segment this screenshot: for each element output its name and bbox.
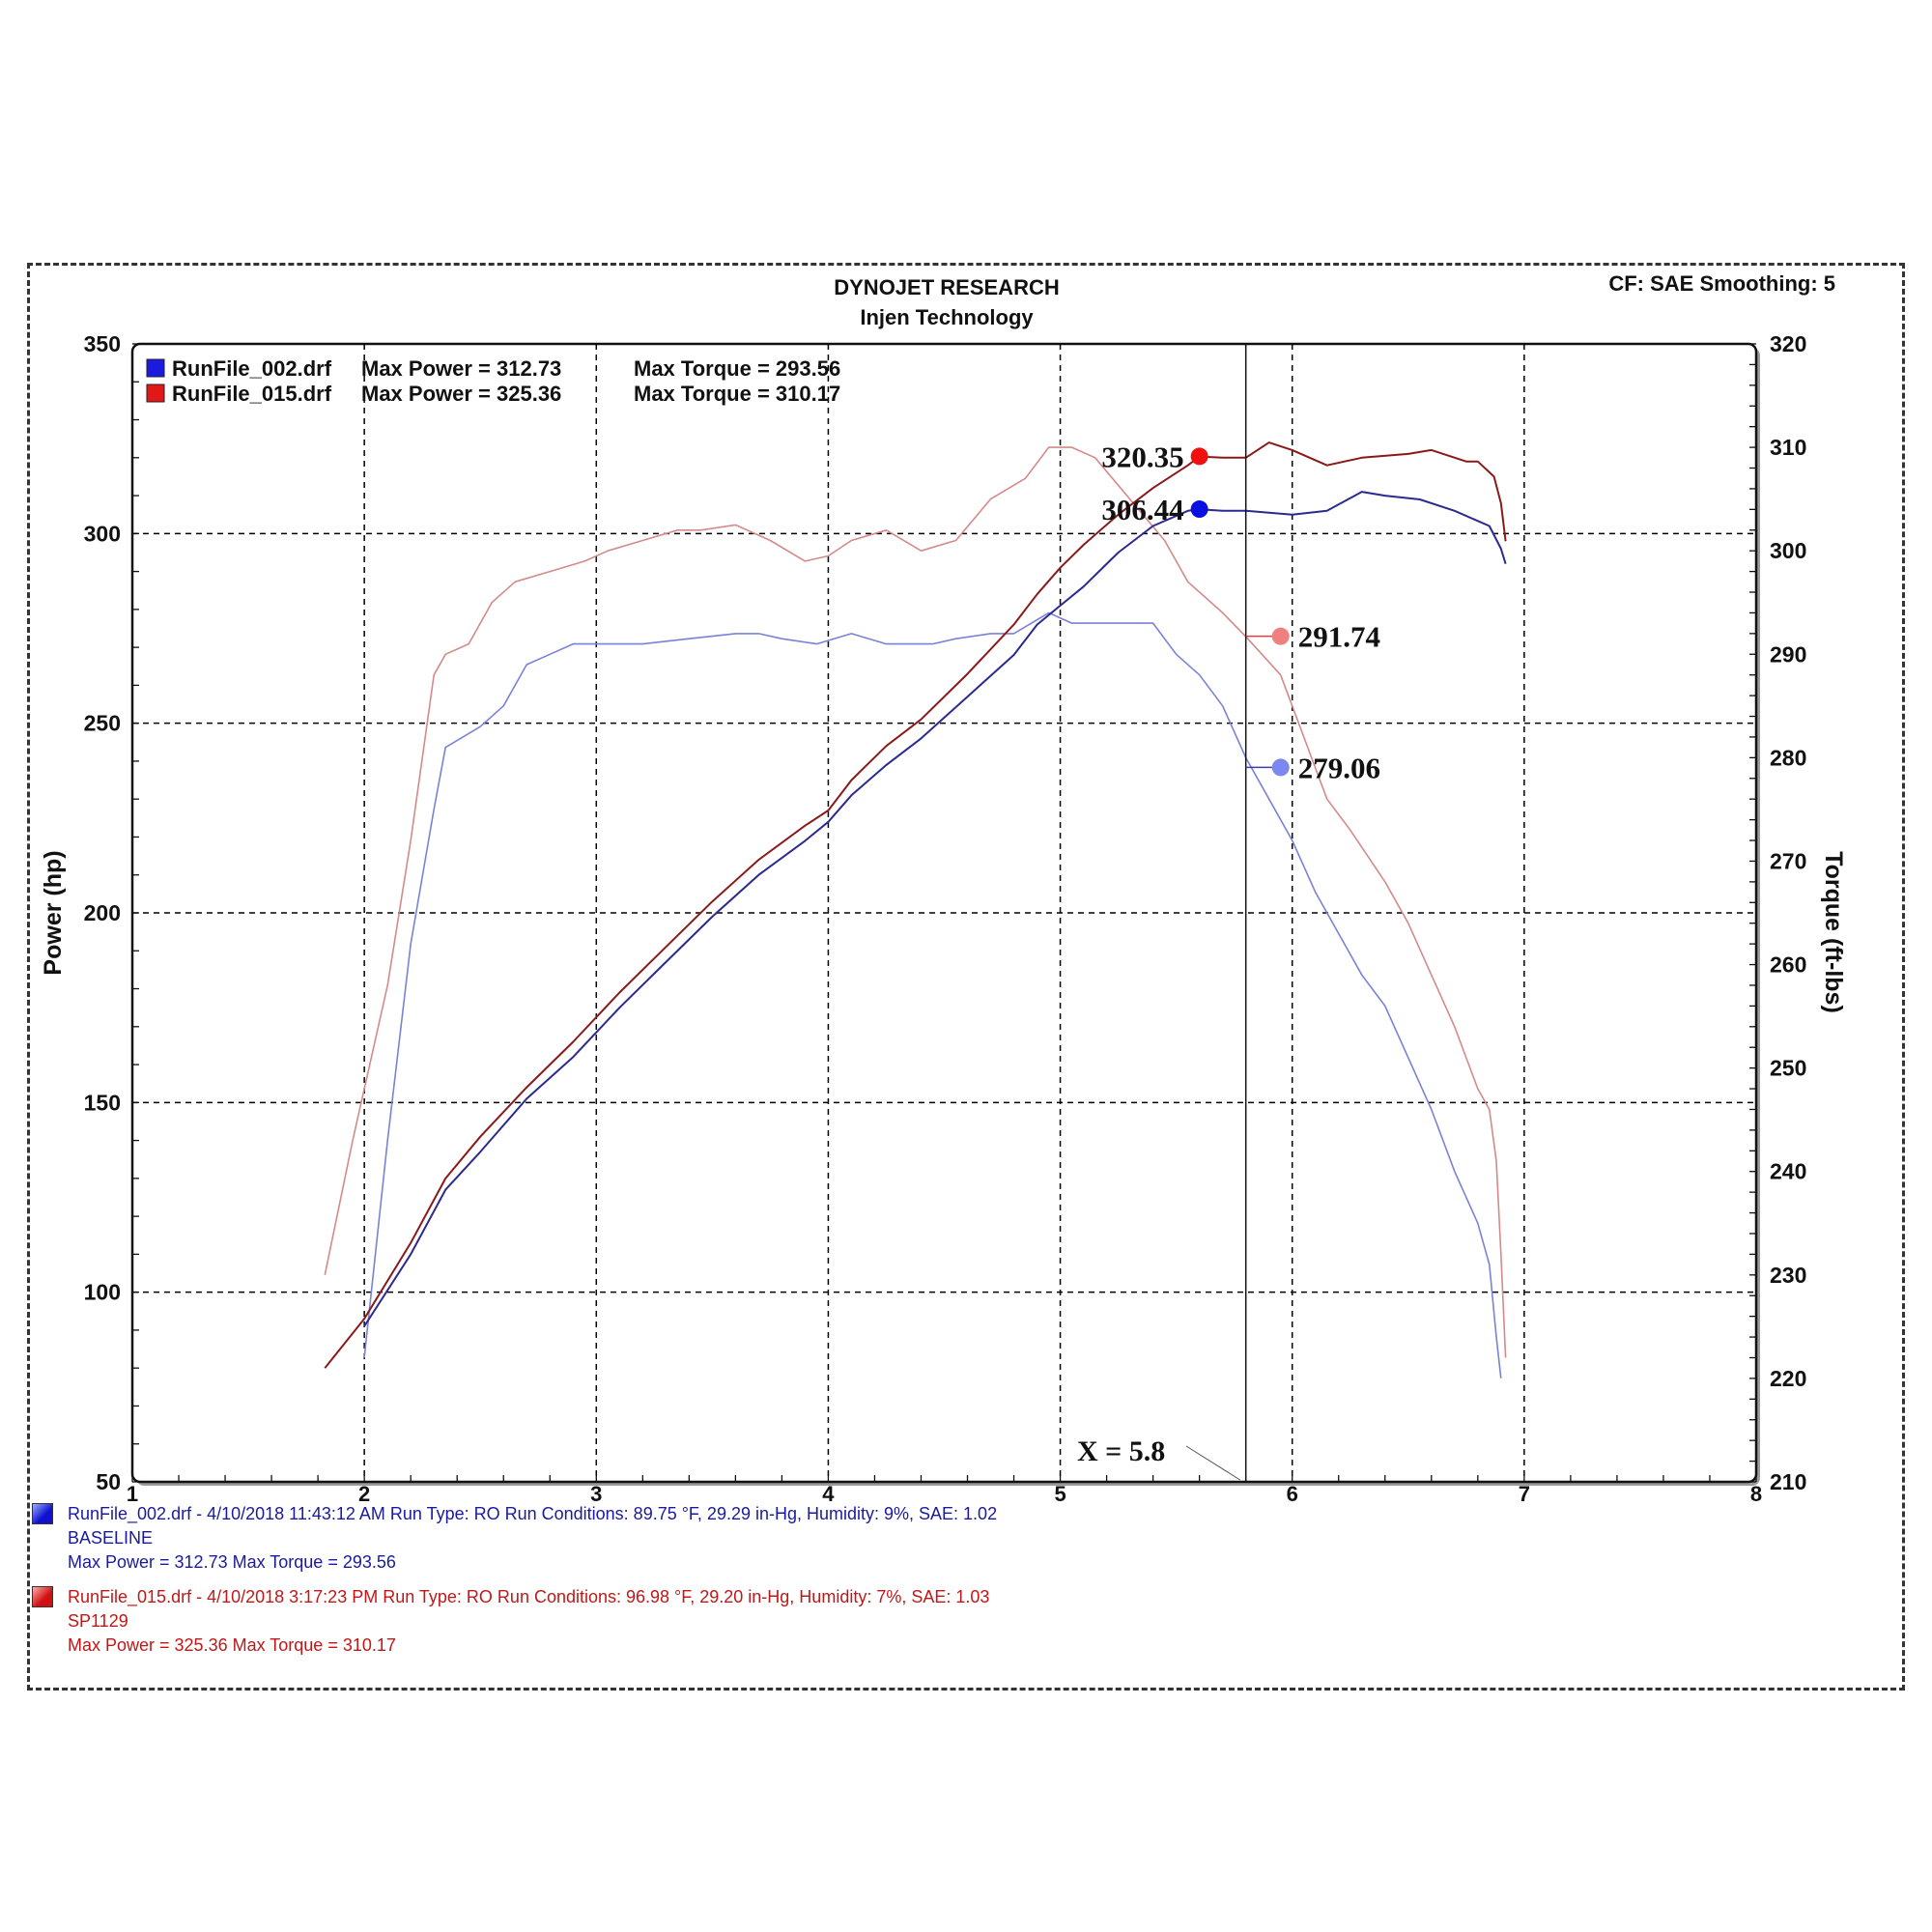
legend-max-power: Max Power = 312.73 [361,356,562,381]
modified-torque-marker-label: 291.74 [1297,619,1380,654]
modified-power-marker-label: 320.35 [1101,440,1184,474]
right-axis-tick-label: 310 [1770,435,1807,461]
baseline-run-swatch [32,1503,53,1524]
x-axis-strip [130,1495,1758,1497]
left-axis-tick-label: 100 [83,1279,121,1305]
legend-max-torque: Max Torque = 293.56 [634,356,841,381]
x-axis-tick-label: 8 [1749,1482,1763,1506]
x-axis-tick-label: 1 [126,1482,139,1506]
right-axis-tick-label: 280 [1770,745,1807,771]
x-axis-tick-label: 4 [822,1482,835,1506]
baseline-torque-marker-label: 279.06 [1297,751,1380,785]
baseline-run-info [68,1502,997,1575]
right-axis-title: Torque (ft-lbs) [1820,851,1847,1013]
modified-run-line3: Max Power = 325.36 Max Torque = 310.17 [68,1635,396,1655]
right-axis-tick-label: 300 [1770,538,1807,564]
chart-subtitle: Injen Technology [860,305,1034,329]
right-axis-tick-label: 210 [1770,1469,1807,1494]
right-axis-tick-label: 220 [1770,1365,1807,1391]
right-axis-tick-label: 320 [1770,331,1807,356]
legend-max-power: Max Power = 325.36 [361,382,562,406]
modified-run-swatch [32,1586,53,1607]
baseline-run-line3: Max Power = 312.73 Max Torque = 293.56 [68,1552,396,1572]
correction-factor-label: CF: SAE Smoothing: 5 [1608,271,1835,296]
baseline-power-marker-label: 306.44 [1101,493,1184,527]
left-axis-tick-label: 300 [83,521,121,547]
x-axis-tick-label: 5 [1054,1482,1066,1506]
cursor-label: X = 5.8 [1077,1435,1166,1467]
x-axis-tick-label: 3 [590,1482,603,1506]
baseline-run-line2: BASELINE [68,1528,154,1548]
left-axis-tick-label: 50 [96,1469,121,1494]
right-axis-tick-label: 230 [1770,1262,1807,1288]
legend-file: RunFile_002.drf [172,356,332,381]
legend-swatch [147,384,164,402]
modified-power-marker [1191,447,1208,465]
left-axis-tick-label: 200 [83,900,121,925]
right-axis-tick-label: 240 [1770,1158,1807,1184]
x-axis-tick-label: 2 [358,1482,371,1506]
baseline-torque-marker [1272,758,1290,776]
baseline-run-line1: RunFile_002.drf - 4/10/2018 11:43:12 AM Run Type: RO Run Conditions: 89.75 °F, 29.29 in-Hg, Humidity: 9%, SAE: 1.02 [68,1504,998,1523]
baseline-power-marker [1191,500,1208,518]
modified-run-info [68,1585,989,1658]
right-axis-tick-label: 290 [1770,641,1807,668]
legend-file: RunFile_015.drf [172,382,332,406]
left-axis-title: Power (hp) [40,850,67,976]
legend-swatch [147,359,164,377]
right-axis-tick-label: 270 [1770,848,1807,874]
modified-torque-marker [1272,628,1290,645]
chart-title: DYNOJET RESEARCH [834,275,1060,299]
right-axis-tick-label: 260 [1770,952,1807,978]
left-axis-tick-label: 350 [83,331,121,356]
x-axis-tick-label: 6 [1286,1482,1298,1506]
right-axis-tick-label: 250 [1770,1055,1807,1081]
modified-run-line1: RunFile_015.drf - 4/10/2018 3:17:23 PM Run Type: RO Run Conditions: 96.98 °F, 29.20 in-Hg, Humidity: 7%, SAE: 1.03 [68,1587,990,1606]
x-axis-tick-label: 7 [1518,1482,1530,1506]
modified-run-line2: SP1129 [68,1611,128,1631]
legend-max-torque: Max Torque = 310.17 [634,382,841,406]
left-axis-tick-label: 250 [83,710,121,736]
left-axis-tick-label: 150 [83,1090,121,1116]
